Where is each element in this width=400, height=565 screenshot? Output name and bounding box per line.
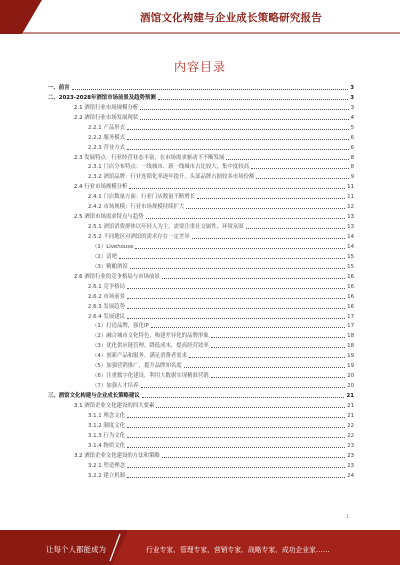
toc-leader-dots [72, 89, 349, 90]
toc-leader-dots [127, 437, 345, 438]
toc-entry[interactable] [48, 162, 354, 172]
toc-entry-title: 3.1.2 制度文化 [88, 422, 125, 429]
toc-entry-page: 16 [347, 293, 354, 300]
toc-entry-title: 3.1.1 理念文化 [88, 412, 125, 419]
toc-entry-page: 19 [347, 363, 354, 370]
toc-entry[interactable] [48, 360, 354, 370]
toc-entry-title: 一、前言 [48, 84, 70, 91]
toc-entry-page: 16 [347, 283, 354, 290]
toc-leader-dots [162, 278, 345, 279]
toc-entry-title: 2.1 酒馆行业市场规模分析 [74, 104, 139, 111]
toc-entry-page: 13 [347, 224, 354, 231]
toc-leader-dots [141, 387, 346, 388]
toc-leader-dots [192, 238, 345, 239]
toc-entry[interactable] [48, 82, 354, 92]
toc-entry-title: （6）注重数字化建设，利用大数据实现精准营销 [92, 373, 209, 380]
toc-leader-dots [186, 208, 345, 209]
toc-entry-page: 16 [347, 303, 354, 310]
toc-entry-page: 22 [347, 422, 354, 429]
toc-entry[interactable] [48, 261, 354, 271]
toc-entry[interactable] [48, 400, 354, 410]
toc-leader-dots [156, 407, 345, 408]
toc-leader-dots [127, 447, 345, 448]
toc-entry-title: （3）精酿酒馆 [92, 263, 128, 270]
toc-title: 内容目录 [173, 60, 226, 74]
toc-entry-title: （4）创新产品和服务，满足消费者需求 [92, 353, 188, 360]
toc-leader-dots [151, 327, 345, 328]
toc-leader-dots [127, 318, 345, 319]
toc-entry-page: 16 [347, 273, 354, 280]
page-number: 1 [346, 514, 349, 519]
toc-entry-page: 14 [347, 234, 354, 240]
table-of-contents [48, 82, 354, 480]
toc-entry-title: 2.5 酒馆市场需求特点与趋势 [74, 214, 144, 221]
toc-entry[interactable] [48, 470, 354, 480]
toc-entry-title: 2.2 酒馆行业市场发展现状 [74, 114, 139, 121]
toc-entry-title: 2.4 行业市场规模分析 [74, 184, 128, 191]
toc-entry-title: 2.2.2 服务模式 [88, 134, 125, 141]
toc-leader-dots [197, 198, 345, 199]
toc-entry[interactable] [48, 181, 354, 191]
toc-leader-dots [256, 178, 348, 179]
toc-entry[interactable] [48, 132, 354, 142]
toc-leader-dots [119, 258, 345, 259]
toc-entry[interactable] [48, 251, 354, 261]
toc-leader-dots [211, 347, 346, 348]
toc-entry-title: （1）打造品牌，强化IP [92, 323, 149, 330]
toc-leader-dots [127, 467, 345, 468]
toc-entry[interactable] [48, 301, 354, 311]
footer-slogan: 让每个人都能成为 [46, 545, 106, 554]
toc-entry[interactable] [48, 370, 354, 380]
page-footer [0, 530, 400, 565]
toc-leader-dots [184, 367, 345, 368]
toc-leader-dots [226, 159, 348, 160]
toc-entry-title: 2.5.2 不同地区对酒馆的需求存在一定差异 [88, 234, 190, 240]
toc-entry[interactable] [48, 122, 354, 132]
toc-entry-page: 23 [347, 442, 354, 449]
toc-leader-dots [127, 417, 345, 418]
toc-entry-page: 23 [347, 452, 354, 459]
toc-entry-page: 21 [346, 393, 354, 399]
toc-entry-page: 3 [350, 84, 354, 91]
toc-entry-page: 21 [347, 402, 354, 409]
toc-entry-title: 2.2.1 产品形式 [88, 124, 125, 131]
toc-leader-dots [140, 109, 348, 110]
footer-tagline: 行业专家、管理专家、营销专家、战略专家、成功企业家…… [146, 546, 330, 554]
header-title: 酒馆文化构建与企业成长策略研究报告 [140, 12, 322, 24]
toc-leader-dots [211, 337, 346, 338]
toc-leader-dots [127, 129, 349, 130]
toc-entry[interactable] [48, 460, 354, 470]
toc-entry[interactable] [48, 380, 354, 390]
toc-entry-title: 2.3.2 酒馆品牌：行业连锁化率逐年提升，头部品牌占据较多市场份额 [88, 174, 255, 181]
toc-entry-page: 5 [350, 124, 354, 131]
toc-entry[interactable] [48, 291, 354, 301]
toc-entry-title: 三、酒馆文化构建与企业成长策略建议 [48, 393, 140, 399]
toc-entry[interactable] [48, 271, 354, 281]
toc-entry-page: 20 [347, 373, 354, 380]
toc-leader-dots [127, 139, 349, 140]
toc-entry-title: 3.2.2 建立机制 [88, 472, 125, 479]
toc-entry-page: 8 [350, 164, 354, 171]
toc-entry[interactable] [48, 321, 354, 331]
toc-entry[interactable] [48, 330, 354, 340]
toc-entry[interactable] [48, 211, 354, 221]
toc-leader-dots [246, 228, 346, 229]
toc-entry-title: （2）融合城市文化特色，构建差异化的品牌形象 [92, 333, 209, 340]
toc-entry-page: 8 [350, 154, 354, 161]
toc-leader-dots [130, 268, 345, 269]
toc-entry-page: 11 [347, 184, 354, 191]
toc-entry-page: 17 [347, 313, 354, 320]
toc-entry[interactable] [48, 350, 354, 360]
toc-entry-page: 18 [347, 333, 354, 340]
toc-leader-dots [146, 218, 346, 219]
toc-entry[interactable] [48, 142, 354, 152]
toc-entry-title: 2.3 发展特点：行业经营业态丰富，在市场需求驱动下不断发展 [74, 154, 225, 161]
toc-entry-page: 14 [347, 243, 354, 250]
toc-entry[interactable] [48, 221, 354, 231]
toc-entry-title: 3.2.1 塑造理念 [88, 462, 125, 469]
toc-entry-title: 2.4.1 门店数量方面：行业门店数量不断增长 [88, 194, 196, 201]
toc-entry-page: 24 [347, 472, 354, 479]
toc-entry-page: 17 [347, 323, 354, 330]
toc-entry-page: 3 [350, 104, 354, 111]
toc-entry-title: （7）加强人才培养 [92, 383, 139, 390]
toc-entry-page: 15 [347, 253, 354, 260]
toc-leader-dots [127, 149, 349, 150]
toc-entry-page: 21 [347, 412, 354, 419]
toc-entry-title: 2.3.1 门店分布特点：一线城市、新一线城市占比较大，集中度较高 [88, 164, 249, 171]
toc-entry-title: 2.6.3 发展趋势 [88, 303, 125, 310]
toc-leader-dots [127, 298, 345, 299]
toc-leader-dots [140, 119, 348, 120]
toc-entry[interactable] [48, 231, 354, 241]
toc-entry-page: 18 [347, 343, 354, 350]
toc-entry-page: 13 [347, 214, 354, 221]
toc-entry-page: 23 [347, 462, 354, 469]
toc-leader-dots [135, 248, 345, 249]
toc-entry-title: 2.6.1 竞争格局 [88, 283, 125, 290]
toc-entry[interactable] [48, 152, 354, 162]
toc-leader-dots [127, 308, 345, 309]
toc-leader-dots [162, 457, 345, 458]
toc-entry-title: 2.4.2 市场规模：行业市场规模持续扩大 [88, 204, 185, 211]
page-header [0, 0, 400, 34]
toc-entry[interactable] [48, 191, 354, 201]
toc-entry[interactable] [48, 410, 354, 420]
toc-leader-dots [129, 188, 345, 189]
toc-entry-page: 9 [350, 174, 354, 181]
toc-entry-page: 20 [347, 383, 354, 390]
toc-leader-dots [127, 427, 345, 428]
toc-entry[interactable] [48, 112, 354, 122]
toc-entry-title: 3.1 酒馆企业文化建设的四大要素 [74, 402, 155, 409]
toc-entry-page: 15 [347, 263, 354, 270]
toc-entry-title: 3.2 酒馆企业文化建设的方法和策略 [74, 452, 160, 459]
toc-leader-dots [127, 477, 345, 478]
toc-entry-page: 6 [350, 134, 354, 141]
toc-entry-title: 2.6.4 发展建议 [88, 313, 125, 320]
toc-entry-title: 2.6.2 市场前景 [88, 293, 125, 300]
toc-entry-page: 12 [347, 204, 354, 211]
toc-entry-page: 22 [347, 432, 354, 439]
toc-entry[interactable] [48, 340, 354, 350]
toc-entry-title: （3）优化供应链管理，降低成本，提高经营效率 [92, 343, 209, 350]
toc-leader-dots [127, 288, 345, 289]
toc-entry-title: 2.5.1 酒馆消费群体以年轻人为主，需要注重社交属性、环境氛围 [88, 224, 244, 231]
toc-entry-page: 3 [350, 94, 354, 101]
toc-entry[interactable] [48, 102, 354, 112]
toc-leader-dots [189, 357, 345, 358]
toc-entry[interactable] [48, 311, 354, 321]
toc-leader-dots [142, 397, 345, 398]
toc-entry-title: 3.1.4 物质文化 [88, 442, 125, 449]
toc-entry-page: 19 [347, 353, 354, 360]
toc-entry-page: 6 [350, 144, 354, 151]
toc-entry-title: 2.2.3 营业方式 [88, 144, 125, 151]
toc-entry[interactable] [48, 430, 354, 440]
toc-entry-page: 11 [347, 194, 354, 201]
toc-entry[interactable] [48, 92, 354, 102]
toc-entry-title: 2.6 酒馆行业的竞争格局与市场前景 [74, 273, 160, 280]
toc-entry-title: （1）Livehouse [92, 243, 134, 250]
toc-leader-dots [251, 168, 349, 169]
toc-entry[interactable] [48, 281, 354, 291]
toc-entry[interactable] [48, 201, 354, 211]
toc-entry[interactable] [48, 440, 354, 450]
toc-entry[interactable] [48, 420, 354, 430]
toc-entry-title: （5）加强营销推广，提升品牌知名度 [92, 363, 182, 370]
toc-entry-title: 3.1.3 行为文化 [88, 432, 125, 439]
toc-leader-dots [211, 377, 346, 378]
toc-leader-dots [158, 99, 349, 100]
toc-entry-title: （2）清吧 [92, 253, 117, 260]
toc-entry[interactable] [48, 390, 354, 400]
toc-entry[interactable] [48, 450, 354, 460]
toc-entry-page: 4 [350, 114, 354, 121]
toc-entry-title: 二、2023-2028年酒馆市场前景及趋势预测 [48, 94, 156, 101]
toc-entry[interactable] [48, 241, 354, 251]
toc-entry[interactable] [48, 171, 354, 181]
